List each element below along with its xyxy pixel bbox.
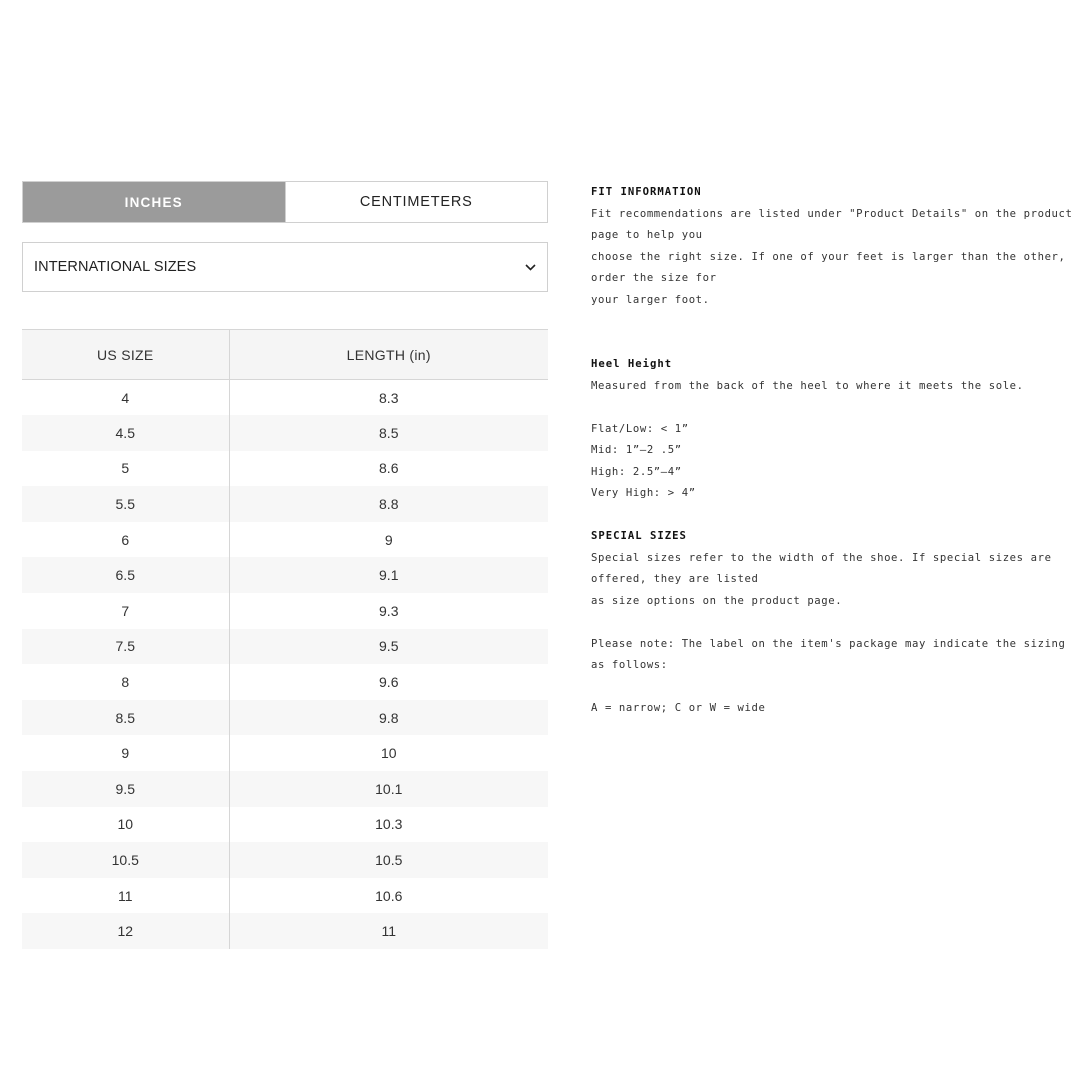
- us-size-cell: 5.5: [22, 486, 229, 522]
- length-cell: 9: [384, 531, 393, 548]
- table-row: [22, 557, 548, 593]
- size-chart-panel: [22, 181, 548, 941]
- heel-height-title: Heel Height: [591, 358, 673, 370]
- length-cell: 8.3: [379, 389, 399, 406]
- length-cell: 9.8: [229, 700, 548, 736]
- table-row: [22, 771, 548, 807]
- size-system-select[interactable]: [22, 242, 548, 292]
- tab-centimeters[interactable]: CENTIMETERS: [285, 182, 548, 222]
- length-cell: 8.6: [379, 460, 399, 477]
- us-size-cell: 11: [22, 878, 229, 914]
- length-cell: 9.1: [229, 557, 548, 593]
- length-cell: 9.6: [379, 674, 399, 691]
- table-header-row: [22, 330, 548, 380]
- fit-info-title: FIT INFORMATION: [591, 186, 702, 198]
- us-size-cell: 6: [22, 522, 229, 558]
- tab-inches[interactable]: INCHES: [23, 182, 285, 222]
- us-size-cell: 7: [22, 593, 229, 629]
- length-cell: 8.5: [229, 415, 548, 451]
- column-header-us-size: US SIZE: [22, 330, 229, 380]
- size-table-body: [22, 380, 548, 950]
- us-size-cell: 8: [22, 664, 229, 700]
- us-size-cell: 9: [22, 735, 229, 771]
- table-row: [22, 415, 548, 451]
- length-cell: 9.5: [229, 629, 548, 665]
- length-cell: 9.3: [379, 602, 399, 619]
- table-row: [22, 700, 548, 736]
- heel-high: High: 2.5”–4”: [591, 465, 682, 478]
- fit-info-text-line: choose the right size. If one of your feet is larger than the other, order the size for: [591, 250, 1066, 284]
- us-size-cell: 4: [22, 380, 229, 416]
- us-size-cell: 7.5: [22, 629, 229, 665]
- length-cell: 10.5: [229, 842, 548, 878]
- length-cell: 11: [229, 913, 548, 949]
- length-cell: 10: [380, 745, 397, 762]
- table-row: [22, 380, 548, 416]
- table-row: [22, 878, 548, 914]
- length-cell: 10.3: [375, 816, 403, 833]
- table-row: [22, 735, 548, 771]
- table-row: [22, 807, 548, 843]
- table-row: [22, 451, 548, 487]
- us-size-cell: 12: [22, 913, 229, 949]
- us-size-cell: 10: [22, 807, 229, 843]
- size-system-selected: INTERNATIONAL SIZES: [34, 259, 197, 275]
- length-cell: 10.1: [229, 771, 548, 807]
- table-row: [22, 629, 548, 665]
- us-size-cell: 5: [22, 451, 229, 487]
- column-header-length: LENGTH (in): [229, 330, 548, 380]
- fit-info-text-line: Fit recommendations are listed under "Product Details" on the product page to help you: [591, 207, 1073, 241]
- us-size-cell: 4.5: [22, 415, 229, 451]
- width-key: A = narrow; C or W = wide: [591, 702, 766, 714]
- us-size-cell: 8.5: [22, 700, 229, 736]
- heel-flat-low: Flat/Low: < 1”: [591, 422, 689, 435]
- unit-toggle: [22, 181, 548, 223]
- length-cell: 8.8: [229, 486, 548, 522]
- length-cell: 10.6: [375, 887, 403, 904]
- heel-very-high: Very High: > 4”: [591, 487, 696, 499]
- heel-height-text: Measured from the back of the heel to where it meets the sole.: [591, 379, 1024, 392]
- special-sizes-text-line: Special sizes refer to the width of the shoe. If special sizes are offered, they are listed: [591, 551, 1052, 585]
- us-size-cell: 6.5: [22, 557, 229, 593]
- table-row: [22, 593, 548, 629]
- special-sizes-text-line: as size options on the product page.: [591, 594, 843, 607]
- size-table: [22, 329, 548, 949]
- table-row: [22, 522, 548, 558]
- us-size-cell: 9.5: [22, 771, 229, 807]
- special-sizes-title: SPECIAL SIZES: [591, 530, 687, 542]
- table-row: [22, 842, 548, 878]
- table-row: [22, 486, 548, 522]
- fit-info-text-line: your larger foot.: [591, 293, 710, 306]
- chevron-down-icon: [523, 260, 537, 274]
- table-row: [22, 913, 548, 949]
- us-size-cell: 10.5: [22, 842, 229, 878]
- package-label-note: Please note: The label on the item's package may indicate the sizing as follows:: [591, 637, 1066, 671]
- table-row: [22, 664, 548, 700]
- fit-info-panel: [591, 182, 1075, 720]
- heel-mid: Mid: 1”–2 .5”: [591, 444, 682, 456]
- size-table-viewport[interactable]: [22, 329, 548, 941]
